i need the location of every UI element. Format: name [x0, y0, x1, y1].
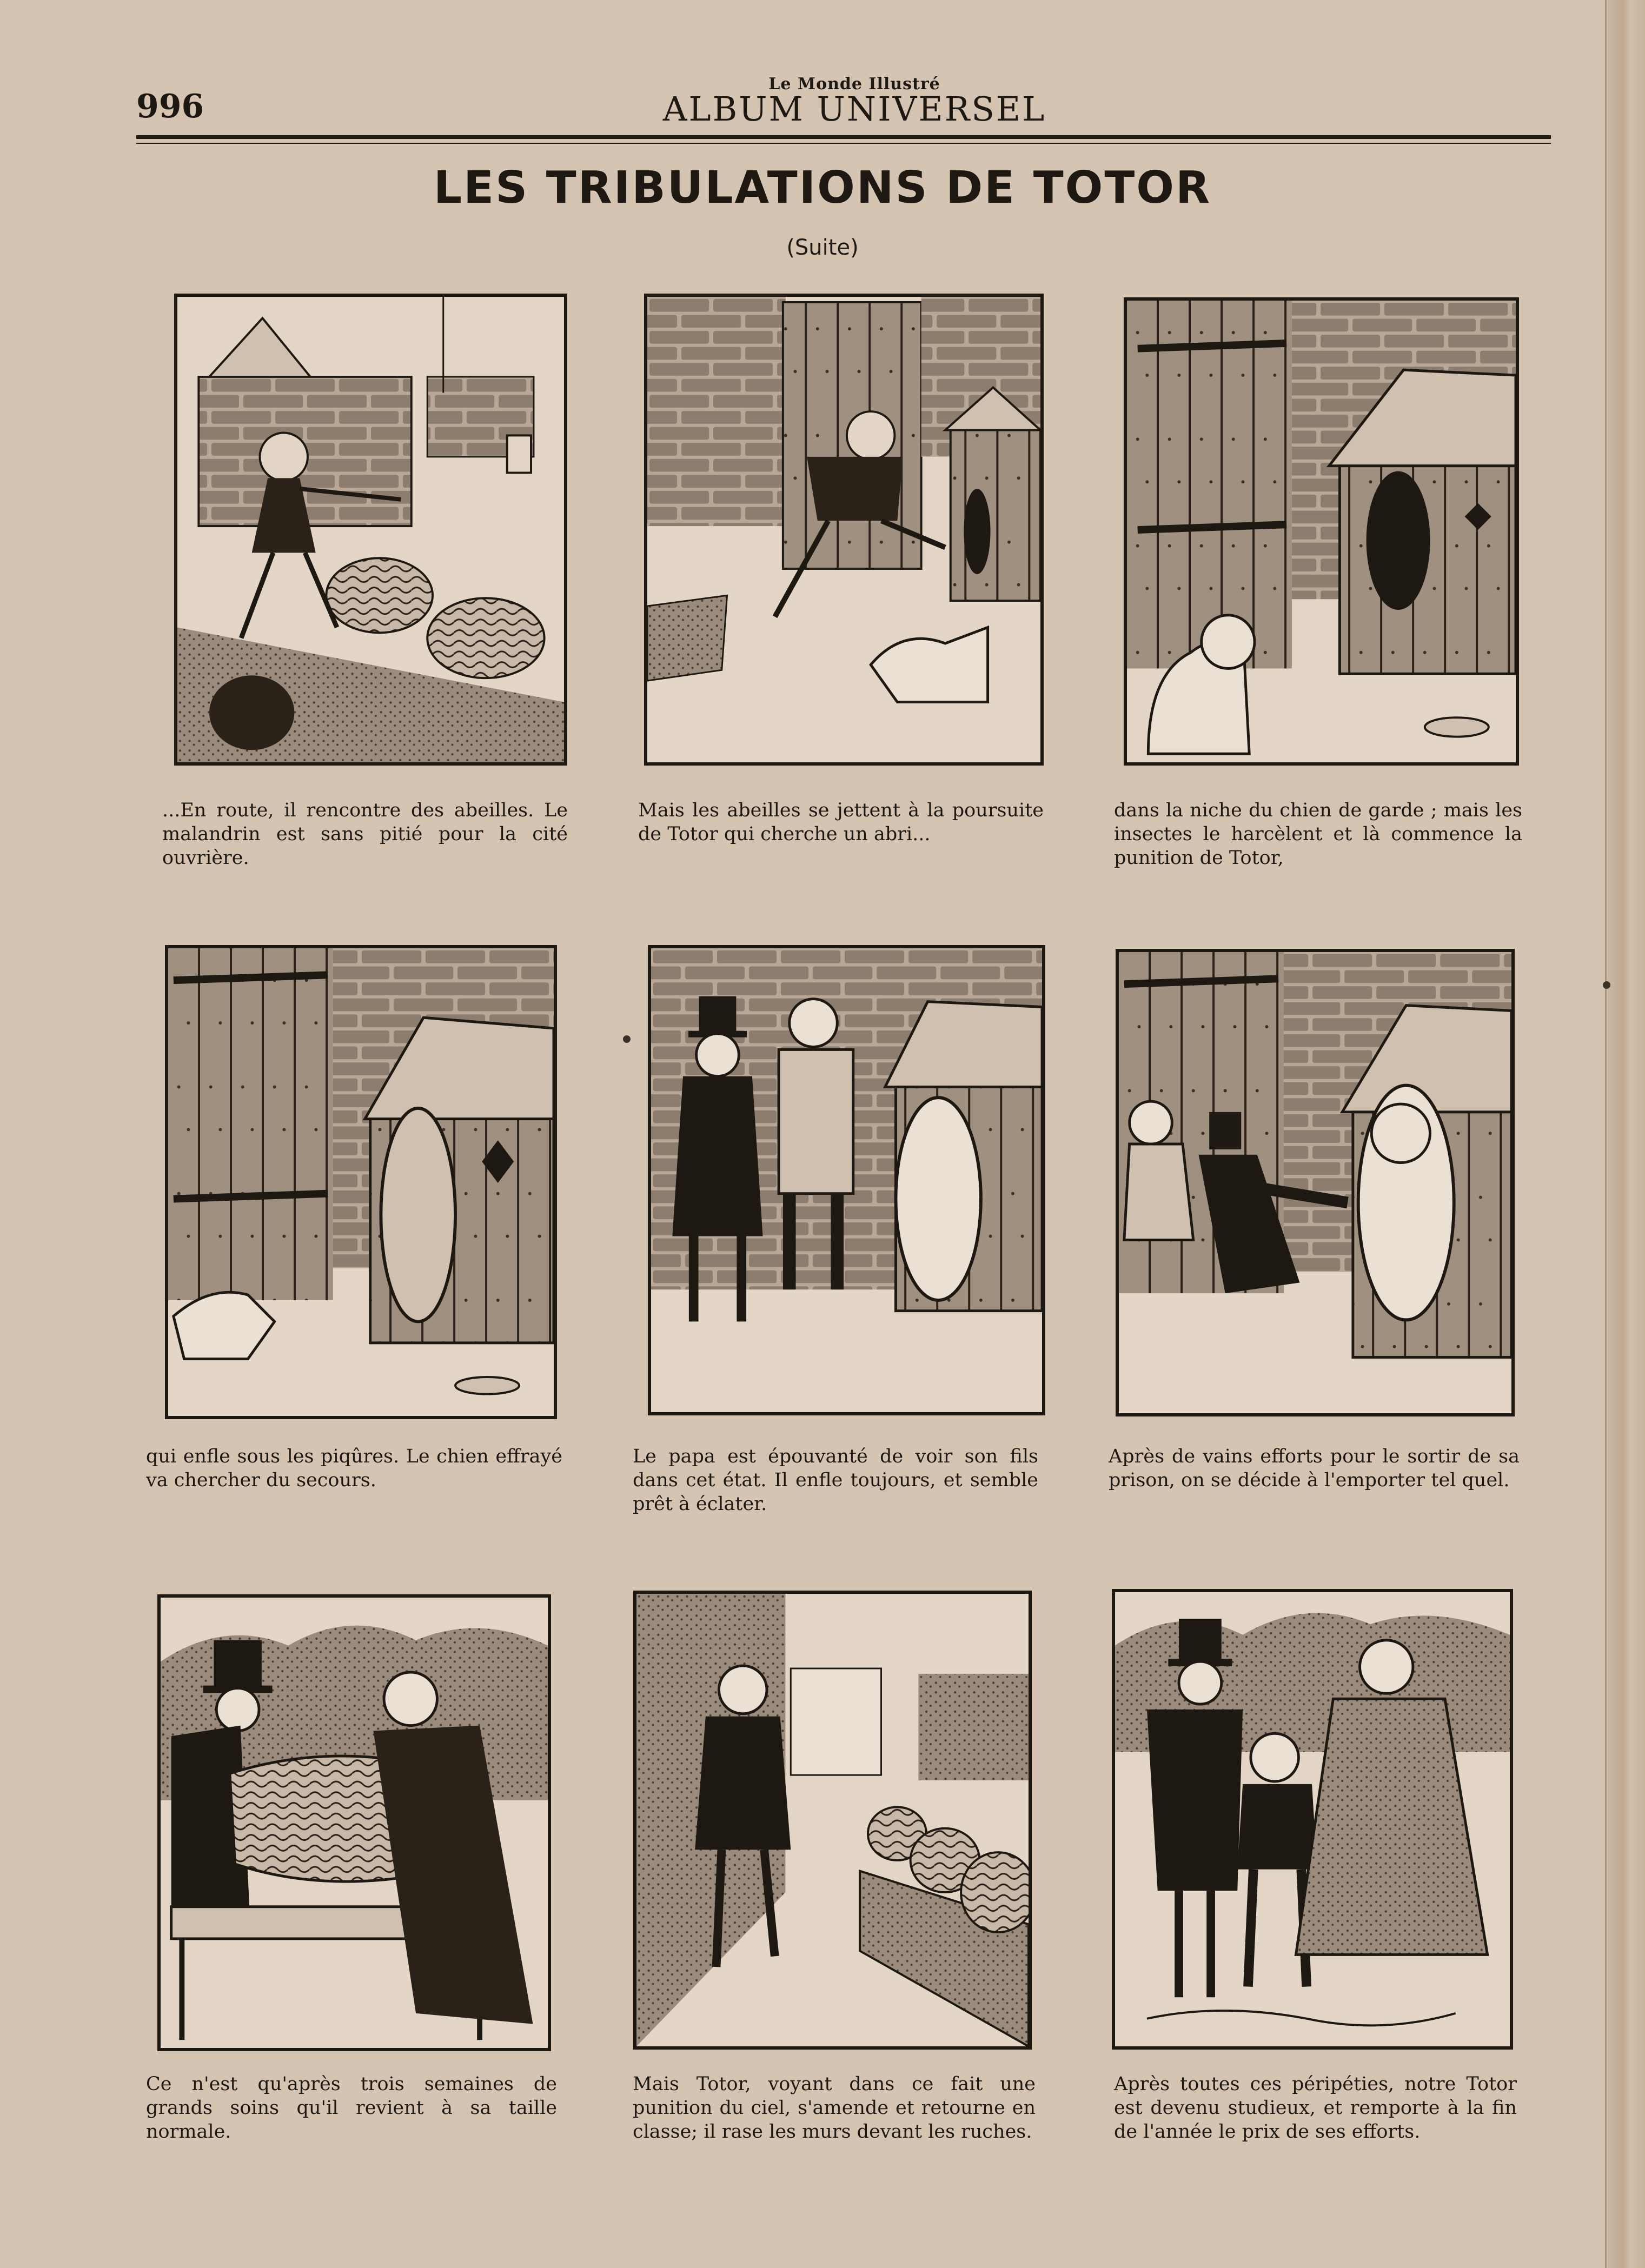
header-rule-thin — [136, 143, 1551, 144]
caption-panel-9: Après toutes ces péripéties, notre Totor est devenu studieux, et remporte à la fin de l'année le prix de ses efforts. — [1114, 2073, 1517, 2143]
comic-panel-6 — [1116, 949, 1515, 1416]
comic-panel-5 — [648, 945, 1045, 1415]
caption-panel-2: Mais les abeilles se jettent à la poursuite de Totor qui cherche un abri... — [638, 800, 1044, 845]
publication-name: Le Monde Illustré — [768, 75, 940, 94]
caption-panel-4: qui enfle sous les piqûres. Le chien effrayé va chercher du secours. — [146, 1446, 562, 1491]
comic-panel-3 — [1124, 297, 1519, 766]
header-rule — [136, 135, 1551, 139]
article-title: LES TRIBULATIONS DE TOTOR — [433, 162, 1212, 214]
comic-panel-9 — [1112, 1589, 1513, 2050]
comic-panel-2 — [644, 294, 1044, 766]
album-title: ALBUM UNIVERSEL — [662, 89, 1046, 129]
comic-panel-1 — [174, 294, 567, 766]
caption-panel-5: Le papa est épouvanté de voir son fils dans cet état. Il enfle toujours, et semble prêt à éclater. — [633, 1446, 1038, 1515]
page-number: 996 — [136, 88, 204, 125]
caption-panel-3: dans la niche du chien de garde ; mais les insectes le harcèlent et là commence la punition de Totor, — [1114, 800, 1522, 869]
binding-hole — [623, 1035, 631, 1043]
caption-panel-7: Ce n'est qu'après trois semaines de grands soins qu'il revient à sa taille normale. — [146, 2073, 557, 2143]
binding-hole — [1603, 981, 1610, 989]
article-subtitle: (Suite) — [786, 235, 859, 260]
caption-panel-8: Mais Totor, voyant dans ce fait une punition du ciel, s'amende et retourne en classe; il rase les murs devant les ruches. — [633, 2073, 1036, 2143]
caption-panel-6: Après de vains efforts pour le sortir de sa prison, on se décide à l'emporter tel quel. — [1109, 1446, 1520, 1491]
comic-panel-4 — [165, 945, 557, 1419]
comic-panel-8 — [633, 1591, 1032, 2050]
caption-panel-1: ...En route, il rencontre des abeilles. Le malandrin est sans pitié pour la cité ouvrière. — [162, 800, 568, 869]
comic-panel-7 — [157, 1594, 551, 2051]
paper-edge — [1605, 0, 1645, 2268]
